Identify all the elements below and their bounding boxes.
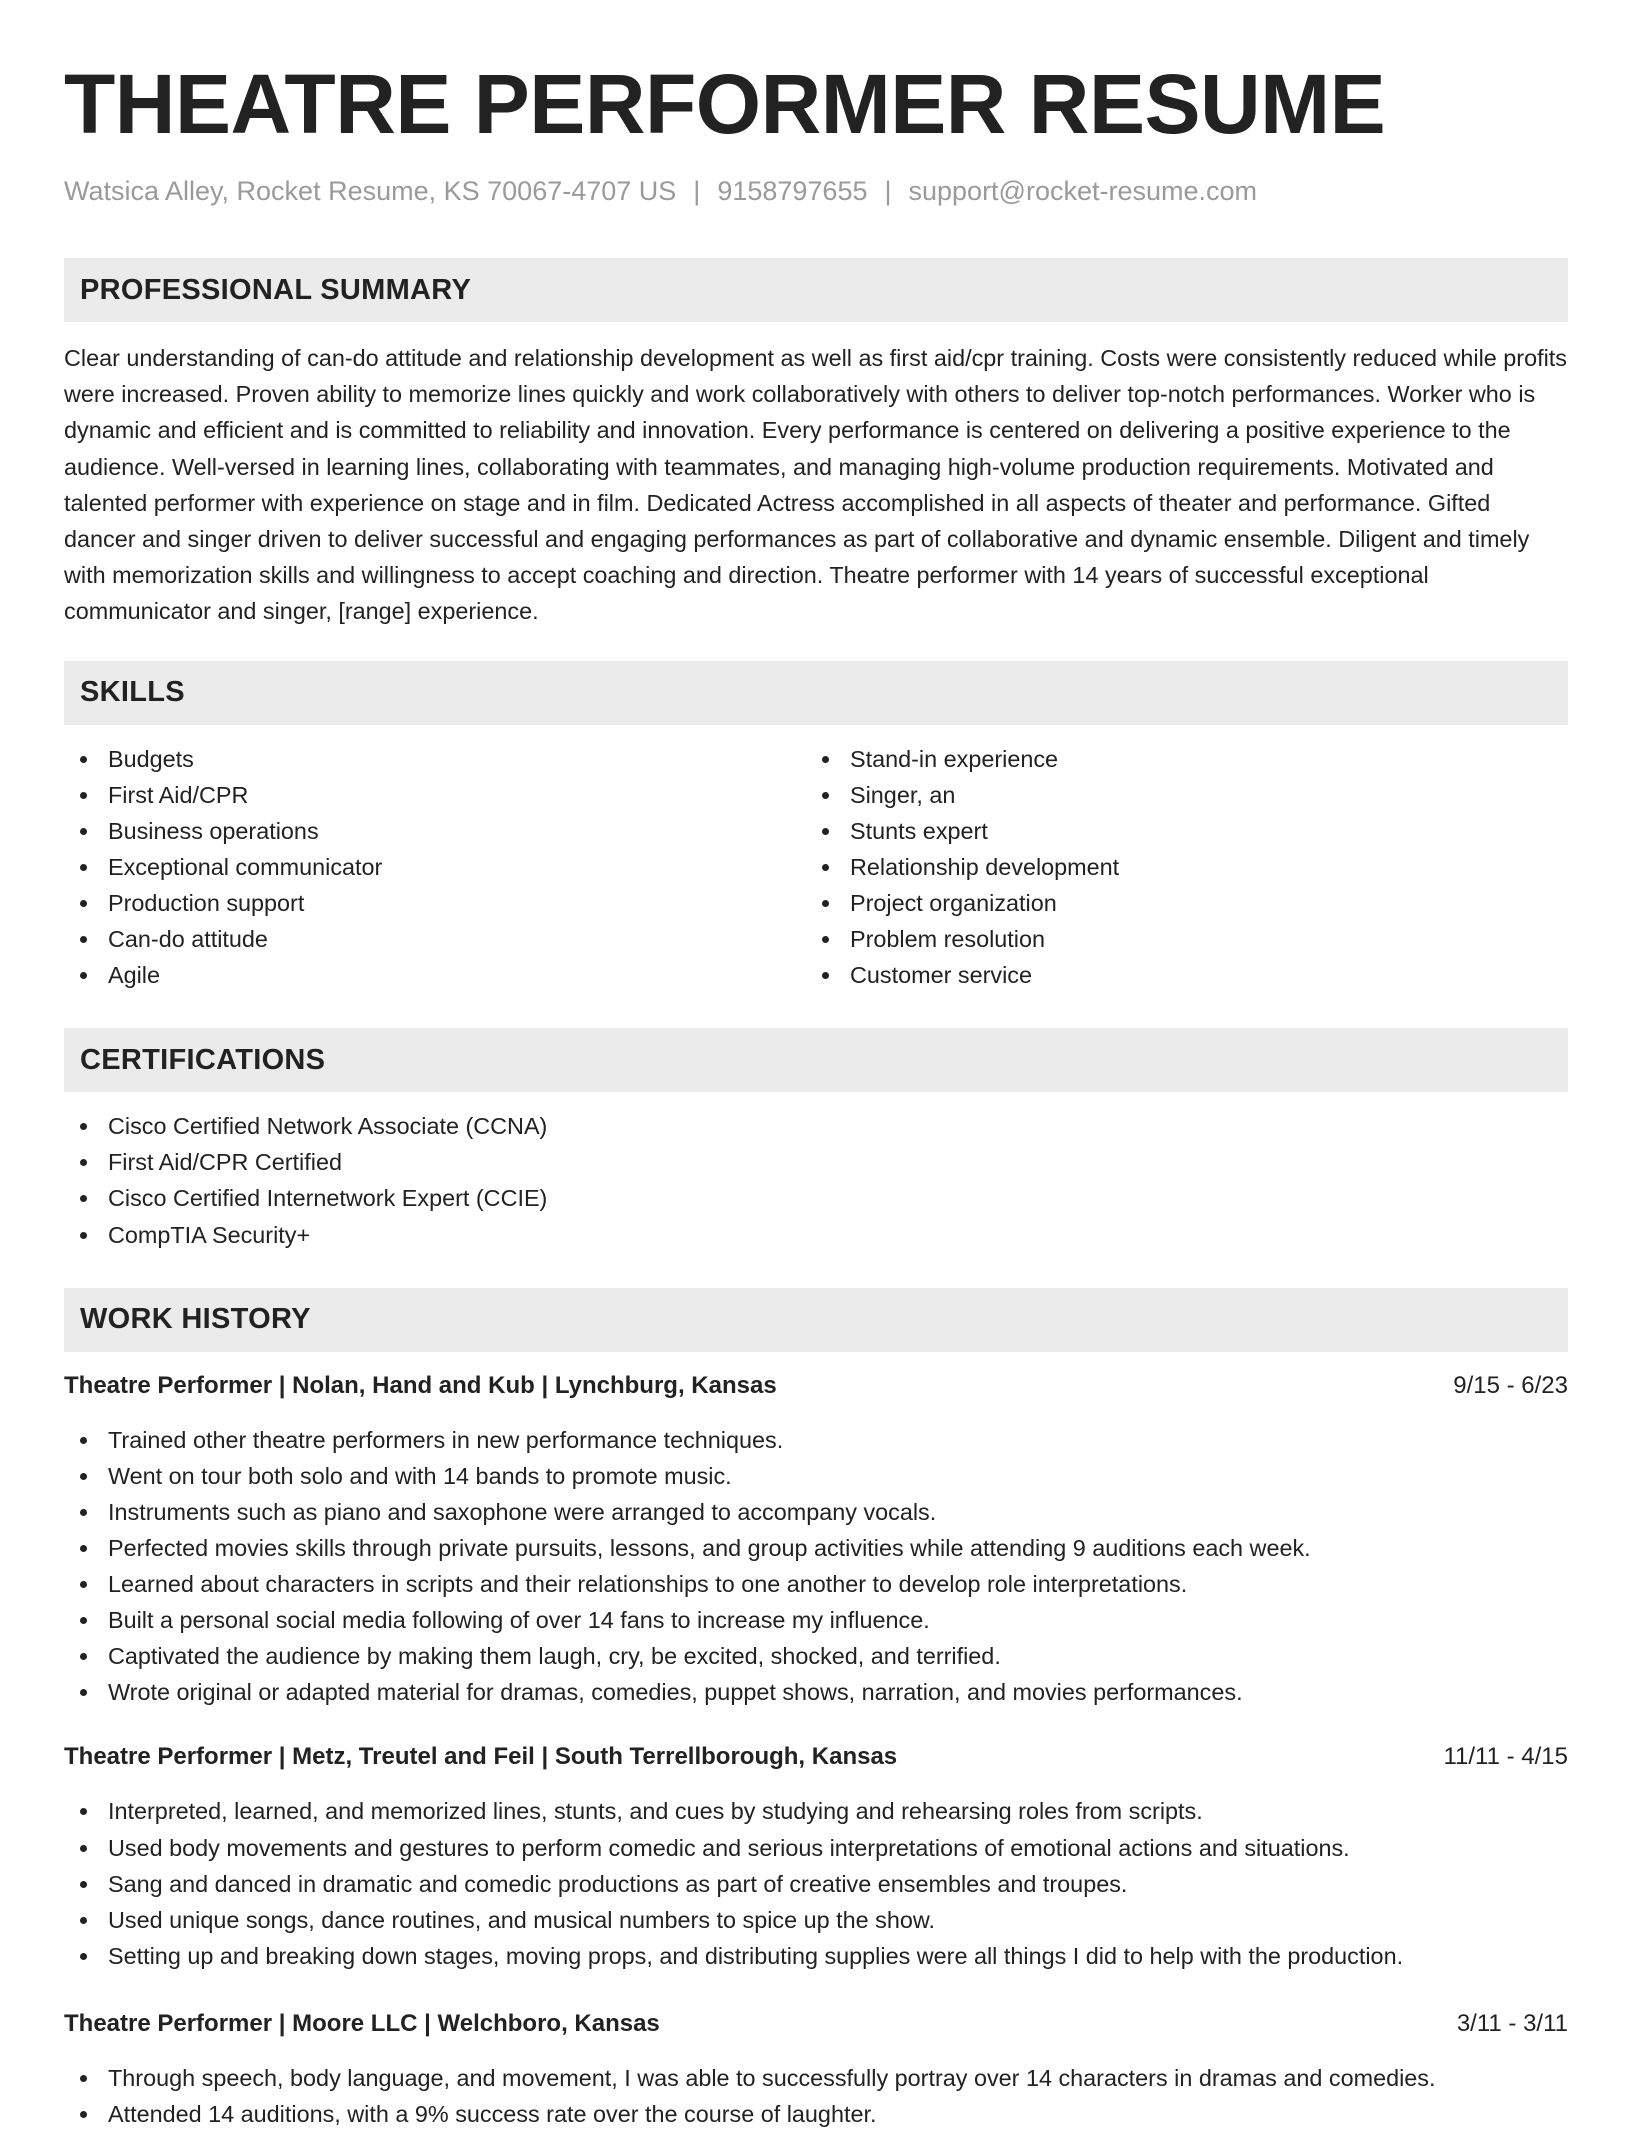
section-header-certifications: CERTIFICATIONS — [64, 1028, 1568, 1092]
job-bullet: Went on tour both solo and with 14 bands to promote music. — [64, 1458, 1568, 1494]
job-bullet: Instruments such as piano and saxophone were arranged to accompany vocals. — [64, 1494, 1568, 1530]
job-bullet-list — [64, 1793, 1568, 1973]
contact-separator: | — [884, 176, 892, 206]
skill-item: First Aid/CPR — [64, 777, 806, 813]
skill-item: Stunts expert — [806, 813, 1548, 849]
contact-phone: 9158797655 — [717, 176, 868, 206]
job-bullet: Setting up and breaking down stages, moving props, and distributing supplies were all things I did to help with the production. — [64, 1938, 1568, 1974]
job-header — [64, 2008, 1568, 2040]
skill-item: Relationship development — [806, 849, 1548, 885]
skill-item: Project organization — [806, 885, 1548, 921]
job-entry — [64, 2008, 1568, 2132]
section-header-skills: SKILLS — [64, 661, 1568, 725]
job-entry — [64, 1741, 1568, 1973]
job-bullet: Built a personal social media following of over 14 fans to increase my influence. — [64, 1602, 1568, 1638]
job-entry — [64, 1370, 1568, 1711]
job-dates: 9/15 - 6/23 — [1453, 1371, 1568, 1399]
section-header-work-history: WORK HISTORY — [64, 1288, 1568, 1352]
certification-item: Cisco Certified Network Associate (CCNA) — [64, 1108, 1568, 1144]
job-bullet: Trained other theatre performers in new performance techniques. — [64, 1422, 1568, 1458]
skill-item: Business operations — [64, 813, 806, 849]
skill-item: Stand-in experience — [806, 741, 1548, 777]
job-bullet: Used unique songs, dance routines, and musical numbers to spice up the show. — [64, 1902, 1568, 1938]
job-heading: Theatre Performer | Moore LLC | Welchboro, Kansas — [64, 2009, 660, 2037]
job-bullet: Perfected movies skills through private pursuits, lessons, and group activities while attending 9 auditions each week. — [64, 1530, 1568, 1566]
skill-item: Agile — [64, 957, 806, 993]
section-header-summary: PROFESSIONAL SUMMARY — [64, 258, 1568, 322]
skills-column-left — [64, 741, 806, 994]
certification-item: CompTIA Security+ — [64, 1217, 1568, 1253]
skill-item: Problem resolution — [806, 921, 1548, 957]
job-header — [64, 1741, 1568, 1773]
skill-item: Customer service — [806, 957, 1548, 993]
contact-line — [64, 174, 1568, 208]
job-bullet: Attended 14 auditions, with a 9% success rate over the course of laughter. — [64, 2096, 1568, 2132]
summary-text: Clear understanding of can-do attitude and relationship development as well as first aid/cpr training. Costs were consistently reduced while profits were increased. Proven ability to memorize lines quickly and work collaboratively with others to deliver top-notch performances. Worker who is dynamic and efficient and is committed to reliability and innovation. Every performance is centered on delivering a positive experience to the audience. Well-versed in learning lines, collaborating with teammates, and managing high-volume production requirements. Motivated and talented performer with experience on stage and in film. Dedicated Actress accomplished in all aspects of theater and performance. Gifted dancer and singer driven to deliver successful and engaging performances as part of collaborative and dynamic ensemble. Diligent and timely with memorization skills and willingness to accept coaching and direction. Theatre performer with 14 years of successful exceptional communicator and singer, [range] experience. — [64, 345, 1567, 625]
job-dates: 3/11 - 3/11 — [1456, 2009, 1568, 2037]
job-bullet: Wrote original or adapted material for dramas, comedies, puppet shows, narration, and movies performances. — [64, 1674, 1568, 1710]
job-bullet: Through speech, body language, and movement, I was able to successfully portray over 14 characters in dramas and comedies. — [64, 2060, 1568, 2096]
job-dates: 11/11 - 4/15 — [1443, 1743, 1568, 1771]
job-bullet: Sang and danced in dramatic and comedic productions as part of creative ensembles and troupes. — [64, 1866, 1568, 1902]
job-heading: Theatre Performer | Metz, Treutel and Feil | South Terrellborough, Kansas — [64, 1743, 898, 1771]
contact-email: support@rocket-resume.com — [908, 176, 1258, 206]
certification-item: Cisco Certified Internetwork Expert (CCIE) — [64, 1180, 1568, 1216]
skill-item: Singer, an — [806, 777, 1548, 813]
certifications-list — [64, 1108, 1568, 1252]
contact-separator: | — [693, 176, 701, 206]
skill-item: Budgets — [64, 741, 806, 777]
skill-item: Can-do attitude — [64, 921, 806, 957]
job-bullet: Interpreted, learned, and memorized lines, stunts, and cues by studying and rehearsing roles from scripts. — [64, 1793, 1568, 1829]
skill-item: Production support — [64, 885, 806, 921]
resume-page — [64, 0, 1568, 2132]
job-bullet-list — [64, 2060, 1568, 2132]
skills-column-right — [806, 741, 1548, 994]
skill-item: Exceptional communicator — [64, 849, 806, 885]
job-header — [64, 1370, 1568, 1402]
job-bullet-list — [64, 1422, 1568, 1711]
certification-item: First Aid/CPR Certified — [64, 1144, 1568, 1180]
skills-list — [64, 741, 1568, 994]
contact-address: Watsica Alley, Rocket Resume, KS 70067-4707 US — [64, 176, 677, 206]
job-bullet: Captivated the audience by making them laugh, cry, be excited, shocked, and terrified. — [64, 1638, 1568, 1674]
resume-title: THEATRE PERFORMER RESUME — [64, 57, 1386, 151]
job-heading: Theatre Performer | Nolan, Hand and Kub | Lynchburg, Kansas — [64, 1371, 777, 1399]
job-bullet: Learned about characters in scripts and their relationships to one another to develop role interpretations. — [64, 1566, 1568, 1602]
job-bullet: Used body movements and gestures to perform comedic and serious interpretations of emotional actions and situations. — [64, 1830, 1568, 1866]
